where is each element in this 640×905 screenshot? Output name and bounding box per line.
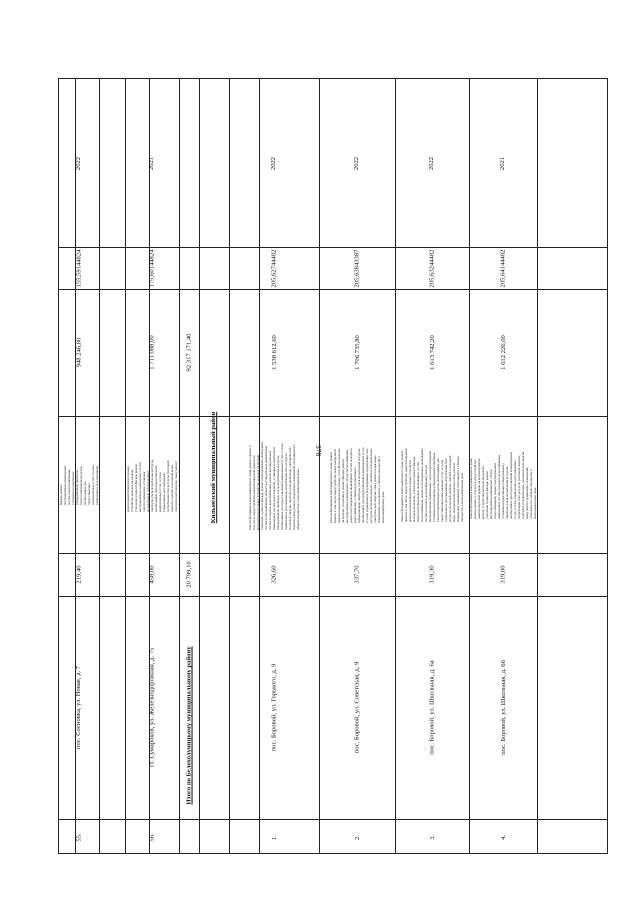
area-text: 326,60 xyxy=(270,565,278,584)
section-row-4-cost xyxy=(469,289,537,416)
section-row-4-unit-cost xyxy=(469,247,537,289)
unit-cost-text: 205,64144482 xyxy=(499,249,507,287)
cost-text: 1 612 226,00 xyxy=(499,335,507,370)
section-row-2-unit-cost xyxy=(319,247,395,289)
section-row-2-num xyxy=(319,819,395,855)
total-area xyxy=(179,553,199,596)
unit-cost-text: 175,60144824 xyxy=(148,249,156,287)
row-56-year xyxy=(125,79,179,247)
total-cost-text: 92 317 171,40 xyxy=(185,333,193,372)
works-text: фасада, ремонт внутридомовых инженерных систем электроснабжения, установка коллективных (общедомовых) приборов учета потребления ресурсов, необходимых для предоставления коммунальных услуг, и узлов управления и регулирования xyxy=(59,464,99,505)
section-row-3-year xyxy=(395,79,469,247)
year-text: 2022 xyxy=(270,156,278,170)
section-row-2-address xyxy=(319,596,395,819)
row-number: 56. xyxy=(148,832,156,842)
section-row-3-area xyxy=(395,553,469,596)
unit-cost-text: 205,63244482 xyxy=(428,249,436,287)
cost-text: 1 538 612,60 xyxy=(270,335,278,370)
row-55-area xyxy=(59,553,99,596)
section-row-2-year xyxy=(319,79,395,247)
section-row-4-address xyxy=(469,596,537,819)
row-55-year xyxy=(59,79,99,247)
row-number: 3. xyxy=(428,834,436,840)
works-text: Ремонт фундамента многоквартирного дома, ремонт крыши, в том числе переустройство невентилируемой крыши на вентилируемую крышу, устройство выходов на кровлю, утепление и ремонт фасада, ремонт внутридомовых инженерных систем теплоснабжения, ремонт внутридомовых инженерных систем холодного водоснабжения, ремонт внутридомовых инженерных систем водоотведения, установка коллективных (общедомовых) приборов учета потребления ресурсов, необходимых для предоставления коммунальных услуг, и узлов управления и регулирования потребления этих ресурсов (тепловой энергии, горячей и холодной воды, электрической энергии, газа), ремонт подвальных помещений, относящихся к общему имуществу в многоквартирном доме xyxy=(400,447,464,522)
area-text: 319,30 xyxy=(428,565,436,584)
area-text: 319,00 xyxy=(499,565,507,584)
works-text: Ремонт фундамента многоквартирного дома, ремонт крыши, в том числе переустройство невентилируемой крыши на вентилируемую крышу, устройство выходов на кровлю, утепление и ремонт фасада, ремонт внутридомовых инженерных систем теплоснабжения, ремонт внутридомовых инженерных систем холодного водоснабжения, установка коллективных (общедомовых) приборов учета потребления ресурсов, необходимых для предоставления коммунальных услуг, и узлов управления и регулирования потребления этих ресурсов (тепловой энергии, горячей и холодной воды, электрической энергии, газа), ремонт подвальных помещений, относящихся к общему имуществу в многоквартирном доме xyxy=(329,446,385,523)
address-text: ст. Сумароков, ул. Железнодорожная, д. 75 xyxy=(148,647,156,768)
page-number: 376 xyxy=(314,444,324,457)
row-55-unit-cost xyxy=(59,247,99,289)
total-label-text: Итого по Белохолуницкому муниципальному району xyxy=(185,646,193,805)
section-row-3-works xyxy=(395,416,469,553)
row-56-unit-cost xyxy=(125,247,179,289)
year-text: 2022 xyxy=(353,156,361,170)
cost-text: 1 711 088,00 xyxy=(148,335,156,370)
section-row-1-address xyxy=(229,596,319,819)
section-row-4-area xyxy=(469,553,537,596)
section-row-2-works xyxy=(319,416,395,553)
section-header-text: Кильмезский муниципальный район xyxy=(210,411,218,523)
row-56-address xyxy=(125,596,179,819)
total-label xyxy=(179,596,199,855)
address-text: пос. Боровой, ул. Советская, д. 9 xyxy=(353,661,361,754)
row-55-works xyxy=(59,416,99,553)
capital-repair-table xyxy=(58,78,608,854)
area-text: 337,70 xyxy=(353,565,361,584)
area-text: 458,00 xyxy=(148,565,156,584)
row-56-num xyxy=(125,819,179,855)
row-56-area xyxy=(125,553,179,596)
year-text: 2021 xyxy=(499,156,507,170)
section-row-1-works xyxy=(229,416,319,553)
cost-text: 948 246,80 xyxy=(75,337,83,368)
address-text: пос. Сосновка, ул. Новая, д. 7 xyxy=(75,665,83,750)
works-text: Ремонт фундамента многоквартирного дома, ремонт крыши, в том числе переустройство невентилируемой крыши на вентилируемую крышу, устройство выходов на кровлю, утепление и ремонт фасада, ремонт внутридомовых инженерных систем теплоснабжения, ремонт внутридомовых инженерных систем холодного водоснабжения, ремонт внутридомовых инженерных систем водоотведения, установка коллективных (общедомовых) приборов учета потребления ресурсов, необходимых для предоставления коммунальных услуг, и узлов управления и регулирования потребления этих ресурсов (тепловой энергии, горячей и холодной воды, электрической энергии, газа), ремонт подвальных помещений, относящихся к общему имуществу в многоквартирном доме xyxy=(248,440,300,530)
row-55-cost xyxy=(59,289,99,416)
section-row-1-area xyxy=(229,553,319,596)
row-55-address xyxy=(59,596,99,819)
row-56-cost xyxy=(125,289,179,416)
section-row-1-year xyxy=(229,79,319,247)
year-text: 2022 xyxy=(75,156,83,170)
row-number: 55. xyxy=(75,832,83,842)
col-divider xyxy=(99,79,100,853)
row-number: 1. xyxy=(270,834,278,840)
section-row-2-area xyxy=(319,553,395,596)
row-56-works xyxy=(125,416,179,553)
cost-text: 1 706 735,80 xyxy=(353,335,361,370)
total-cost xyxy=(179,289,199,416)
unit-cost-text: 205,62744482 xyxy=(270,249,278,287)
works-text: Ремонт фундамента многоквартирного дома, ремонт крыши, в том числе переустройство невентилируемой крыши на вентилируемую крышу, устройство выходов на кровлю, утепление и ремонт фасада, ремонт внутридомовых инженерных систем теплоснабжения, ремонт внутридомовых инженерных систем холодного водоснабжения, установка коллективных (общедомовых) приборов учета потребления ресурсов, необходимых для предоставления коммунальных услуг, и узлов управления и регулирования потребления этих ресурсов (тепловой энергии, горячей и холодной воды, электрической энергии, газа), ремонт подвальных помещений, относящихся к общему имуществу в многоквартирном доме xyxy=(469,450,537,519)
row-number: 4. xyxy=(499,834,507,840)
total-area-text: 20 799,10 xyxy=(185,561,193,588)
section-row-3-unit-cost xyxy=(395,247,469,289)
section-row-3-cost xyxy=(395,289,469,416)
address-text: пос. Боровой, ул. Школьная, д. 66 xyxy=(499,660,507,755)
section-row-2-cost xyxy=(319,289,395,416)
unit-cost-text: 205,63843387 xyxy=(353,249,361,287)
section-row-4-year xyxy=(469,79,537,247)
row-55-num xyxy=(59,819,99,855)
works-text: крыши на вентилируемую крышу, устройство выходов на кровлю, утепление и ремонт фасада, ремонт внутридомовых инженерных систем электроснабжения, установка коллективных (общедомовых) приборов учета потребления ресурсов, необходимых для предоставления коммунальных услуг, и узлов управления и регулирования потребления этих ресурсов (тепловой энергии, горячей и холодной воды, электрической энергии, газа), ремонт xyxy=(126,458,178,512)
section-row-4-num xyxy=(469,819,537,855)
year-text: 2022 xyxy=(428,156,436,170)
area-text: 219,40 xyxy=(75,565,83,584)
unit-cost-text: 155,59144824 xyxy=(75,249,83,287)
col-divider xyxy=(537,79,538,853)
row-number: 2. xyxy=(353,834,361,840)
section-row-1-num xyxy=(229,819,319,855)
section-row-3-num xyxy=(395,819,469,855)
address-text: пос. Боровой, ул. Горького, д. 9 xyxy=(270,663,278,752)
section-row-1-unit-cost xyxy=(229,247,319,289)
year-text: 2021 xyxy=(148,156,156,170)
section-row-1-cost xyxy=(229,289,319,416)
cost-text: 1 613 742,20 xyxy=(428,335,436,370)
address-text: пос. Боровой, ул. Школьная, д. 6а xyxy=(428,660,436,755)
section-header xyxy=(199,79,229,855)
section-row-3-address xyxy=(395,596,469,819)
section-row-4-works xyxy=(469,416,537,553)
